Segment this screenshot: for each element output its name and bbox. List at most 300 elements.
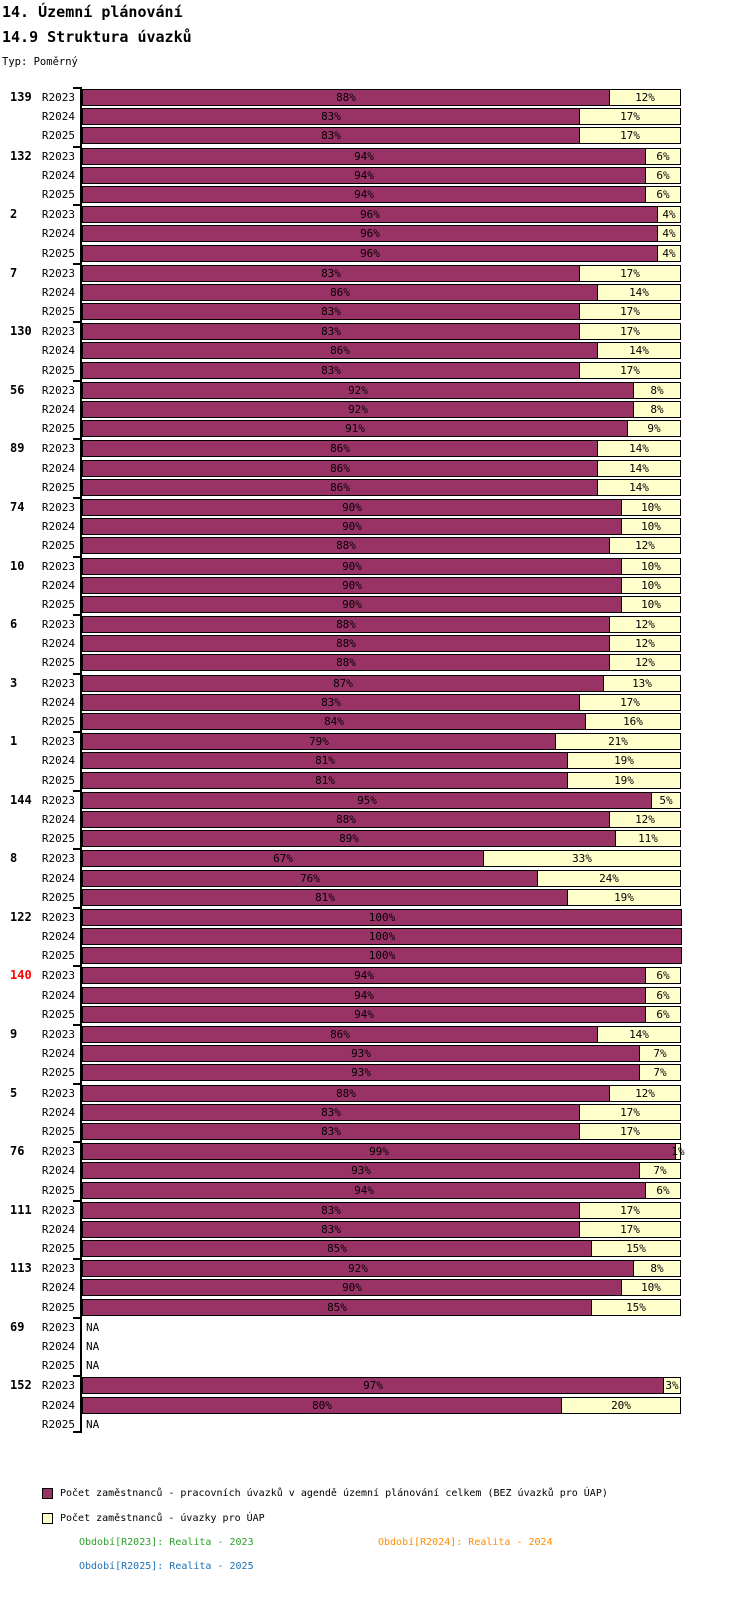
segment-main-value: 96% [360, 246, 380, 260]
segment-main-value: 86% [330, 1028, 350, 1041]
segment-uap [657, 245, 681, 262]
period-label: R2024 [41, 1105, 75, 1119]
period-label: R2023 [41, 1320, 75, 1334]
bar-row [0, 987, 750, 1004]
segment-uap [627, 420, 681, 437]
period-label: R2024 [41, 695, 75, 709]
bar-track [82, 1202, 682, 1219]
bar-track [82, 675, 682, 692]
bar-row [0, 675, 750, 692]
period-label: R2024 [41, 812, 75, 826]
group-label: 140 [10, 968, 32, 983]
period-label: R2023 [41, 793, 75, 807]
segment-uap-value: 10% [641, 559, 661, 573]
period-label: R2023 [41, 1086, 75, 1100]
segment-uap [621, 596, 681, 613]
legend-swatch-uap-icon [42, 1513, 53, 1524]
bar-group [0, 1026, 750, 1081]
segment-uap-value: 4% [662, 246, 676, 260]
bar-group [0, 323, 750, 378]
bar-row [0, 1260, 750, 1277]
bar-group [0, 1085, 750, 1140]
bar-row [0, 1338, 750, 1355]
bar-track [82, 265, 682, 282]
bar-group [0, 89, 750, 144]
bar-track [82, 225, 682, 242]
segment-uap [579, 265, 681, 282]
segment-main-value: 83% [321, 1203, 341, 1217]
bar-row [0, 127, 750, 144]
period-label: R2025 [41, 773, 75, 787]
segment-main-value: 67% [273, 852, 293, 866]
segment-uap-value: 14% [629, 344, 649, 358]
bar-row [0, 1045, 750, 1062]
group-label: 7 [10, 265, 18, 280]
bar-track [82, 1026, 682, 1043]
page-title: 14. Územní plánování [2, 3, 183, 21]
segment-uap-value: 12% [635, 812, 655, 826]
segment-uap-value: 33% [572, 852, 592, 866]
period-label: R2025 [41, 832, 75, 846]
segment-main-value: 90% [342, 578, 362, 592]
segment-main-value: 83% [321, 110, 341, 124]
segment-main [82, 713, 586, 730]
segment-main [82, 1064, 640, 1081]
segment-main-value: 81% [315, 773, 335, 787]
segment-main [82, 206, 658, 223]
segment-main-value: 91% [345, 422, 365, 436]
segment-uap [579, 1202, 681, 1219]
bar-group [0, 967, 750, 1022]
segment-uap [483, 850, 681, 867]
segment-main [82, 1240, 592, 1257]
bar-track [82, 1182, 682, 1199]
bar-row [0, 284, 750, 301]
segment-uap [645, 148, 681, 165]
bar-track [82, 1162, 682, 1179]
bar-track [82, 830, 682, 847]
bar-row [0, 694, 750, 711]
period-label: R2024 [41, 871, 75, 885]
legend-label-uap: Počet zaměstnanců - úvazky pro ÚAP [60, 1512, 265, 1524]
bar-row [0, 811, 750, 828]
period-label: R2023 [41, 910, 75, 924]
segment-main [82, 987, 646, 1004]
segment-main-value: 94% [354, 1183, 374, 1197]
period-label: R2023 [41, 1145, 75, 1159]
bar-row [0, 967, 750, 984]
bar-track [82, 420, 682, 437]
segment-main-value: 83% [321, 1222, 341, 1236]
segment-main [82, 577, 622, 594]
bar-track [82, 401, 682, 418]
bar-group [0, 733, 750, 788]
segment-main-value: 87% [333, 676, 353, 690]
segment-uap-value: 6% [656, 988, 670, 1002]
segment-uap [579, 323, 681, 340]
segment-main [82, 89, 610, 106]
segment-uap-value: 7% [653, 1047, 667, 1061]
legend-item-main [42, 1487, 750, 1500]
segment-main-value: 83% [321, 1105, 341, 1119]
segment-main-value: 100% [368, 949, 396, 963]
na-label: NA [86, 1320, 100, 1334]
na-label: NA [86, 1359, 100, 1373]
segment-main-value: 83% [321, 305, 341, 319]
segment-uap [579, 1123, 681, 1140]
segment-uap [645, 967, 681, 984]
segment-uap-value: 12% [635, 1086, 655, 1100]
bar-row [0, 148, 750, 165]
segment-uap [645, 1006, 681, 1023]
bar-track [82, 108, 682, 125]
bar-track [82, 1240, 682, 1257]
segment-uap-value: 9% [647, 422, 661, 436]
group-label: 139 [10, 90, 32, 104]
group-label: 2 [10, 207, 18, 222]
segment-uap-value: 16% [623, 715, 643, 728]
bar-row [0, 850, 750, 867]
bar-row [0, 537, 750, 554]
segment-uap-value: 14% [629, 461, 649, 475]
segment-main [82, 811, 610, 828]
period-label: R2023 [41, 149, 75, 163]
segment-main [82, 186, 646, 203]
segment-main [82, 752, 568, 769]
period-label: R2023 [41, 1203, 75, 1217]
period-label: R2023 [41, 969, 75, 983]
segment-uap [567, 752, 681, 769]
bar-group [0, 1319, 750, 1374]
segment-main [82, 265, 580, 282]
segment-uap [579, 1104, 681, 1121]
bar-row [0, 1085, 750, 1102]
segment-main [82, 1026, 598, 1043]
segment-uap [579, 362, 681, 379]
segment-main-value: 94% [354, 187, 374, 201]
bar-row [0, 577, 750, 594]
bar-track [82, 733, 682, 750]
bar-row [0, 479, 750, 496]
segment-main [82, 889, 568, 906]
segment-uap [645, 987, 681, 1004]
bar-row [0, 440, 750, 457]
bar-row [0, 1104, 750, 1121]
segment-uap [591, 1240, 681, 1257]
period-label: R2023 [41, 325, 75, 339]
segment-main [82, 342, 598, 359]
segment-uap-value: 6% [656, 1007, 670, 1021]
bar-track [82, 127, 682, 144]
segment-uap [609, 654, 681, 671]
bar-row [0, 1397, 750, 1414]
segment-main-value: 86% [330, 461, 350, 475]
bar-track [82, 1045, 682, 1062]
bar-track [82, 792, 682, 809]
bar-group [0, 1143, 750, 1198]
group-label: 1 [10, 734, 18, 749]
segment-uap-value: 6% [656, 168, 670, 182]
segment-main [82, 1085, 610, 1102]
segment-uap-value: 12% [635, 656, 655, 670]
segment-uap [633, 1260, 681, 1277]
segment-main-value: 93% [351, 1066, 371, 1080]
segment-main [82, 1279, 622, 1296]
period-label: R2023 [41, 383, 75, 397]
bar-row [0, 596, 750, 613]
segment-uap [621, 518, 681, 535]
bar-track [82, 1006, 682, 1023]
chart [0, 89, 750, 1433]
na-label: NA [86, 1340, 100, 1353]
period-r2025: Období[R2025]: Realita - 2025 [79, 1560, 254, 1572]
segment-uap [579, 127, 681, 144]
bar-track [82, 928, 682, 945]
bar-row [0, 245, 750, 262]
segment-uap-value: 17% [620, 325, 640, 339]
segment-uap [621, 1279, 681, 1296]
segment-main [82, 323, 580, 340]
segment-main-value: 90% [342, 597, 362, 611]
segment-uap-value: 12% [635, 91, 655, 104]
period-r2023: Období[R2023]: Realita - 2023 [79, 1536, 254, 1548]
segment-main-value: 80% [312, 1398, 332, 1412]
bar-track [82, 89, 682, 106]
segment-uap [579, 694, 681, 711]
segment-main [82, 284, 598, 301]
segment-main [82, 733, 556, 750]
period-label: R2024 [41, 1222, 75, 1236]
segment-uap [555, 733, 681, 750]
segment-main-value: 92% [348, 383, 368, 397]
bar-track [82, 1299, 682, 1316]
segment-main [82, 362, 580, 379]
segment-uap-value: 10% [641, 520, 661, 534]
segment-uap-value: 17% [620, 363, 640, 377]
period-label: R2023 [41, 618, 75, 632]
period-label: R2024 [41, 578, 75, 592]
segment-uap-value: 6% [656, 1183, 670, 1197]
segment-main-value: 93% [351, 1164, 371, 1178]
segment-main [82, 870, 538, 887]
bar-track [82, 850, 682, 867]
bar-track [82, 460, 682, 477]
bar-track [82, 1397, 682, 1414]
legend-label-main: Počet zaměstnanců - pracovních úvazků v agendě územní plánování celkem (BEZ úvazků pro ÚAP) [60, 1487, 608, 1499]
bar-track [82, 245, 682, 262]
segment-uap-value: 15% [626, 1242, 646, 1256]
bar-row [0, 265, 750, 282]
period-label: R2024 [41, 637, 75, 651]
segment-uap [645, 186, 681, 203]
group-label: 152 [10, 1378, 32, 1393]
segment-uap [567, 889, 681, 906]
group-label: 10 [10, 558, 25, 573]
segment-uap [621, 499, 681, 516]
segment-uap [633, 401, 681, 418]
legend-item-uap [42, 1512, 750, 1525]
bar-track [82, 811, 682, 828]
bar-group [0, 206, 750, 261]
group-label: 5 [10, 1085, 18, 1100]
segment-uap-value: 17% [620, 110, 640, 124]
period-label: R2024 [41, 930, 75, 944]
segment-uap-value: 5% [659, 793, 673, 807]
segment-uap [597, 460, 681, 477]
segment-uap [645, 1182, 681, 1199]
segment-main-value: 86% [330, 285, 350, 299]
bar-track [82, 713, 682, 730]
segment-uap [621, 577, 681, 594]
segment-main-value: 83% [321, 363, 341, 377]
segment-main [82, 909, 682, 926]
segment-uap-value: 4% [662, 208, 676, 222]
bar-group [0, 1202, 750, 1257]
segment-uap-value: 4% [662, 227, 676, 241]
segment-uap [609, 1085, 681, 1102]
segment-main-value: 90% [342, 559, 362, 573]
segment-main-value: 85% [327, 1300, 347, 1314]
legend-swatch-main-icon [42, 1488, 53, 1499]
segment-uap-value: 12% [635, 618, 655, 632]
segment-main-value: 88% [336, 637, 356, 651]
segment-main [82, 1260, 634, 1277]
period-label: R2024 [41, 1047, 75, 1061]
segment-main-value: 95% [357, 793, 377, 807]
segment-uap-value: 24% [599, 871, 619, 885]
bar-row [0, 225, 750, 242]
segment-main [82, 518, 622, 535]
segment-main-value: 96% [360, 227, 380, 241]
bar-row [0, 1240, 750, 1257]
segment-main-value: 85% [327, 1242, 347, 1256]
segment-main [82, 635, 610, 652]
bar-row [0, 947, 750, 964]
bar-track [82, 635, 682, 652]
segment-main [82, 1045, 640, 1062]
period-label: R2024 [41, 344, 75, 358]
period-label: R2023 [41, 1379, 75, 1393]
period-label: R2025 [41, 715, 75, 728]
segment-uap-value: 19% [614, 754, 634, 768]
segment-main-value: 94% [354, 988, 374, 1002]
segment-uap-value: 12% [635, 637, 655, 651]
bar-row [0, 1026, 750, 1043]
segment-main [82, 108, 580, 125]
bar-row [0, 1357, 750, 1374]
legend [42, 1487, 750, 1525]
period-label: R2023 [41, 500, 75, 514]
bar-track [82, 1319, 682, 1336]
bar-row [0, 1299, 750, 1316]
period-label: R2025 [41, 363, 75, 377]
bar-track [82, 616, 682, 633]
bar-track [82, 284, 682, 301]
period-label: R2025 [41, 1007, 75, 1021]
group-label: 122 [10, 909, 32, 924]
segment-uap [561, 1397, 681, 1414]
segment-uap-value: 14% [629, 285, 649, 299]
bar-row [0, 616, 750, 633]
bar-group [0, 382, 750, 437]
segment-main-value: 86% [330, 442, 350, 456]
segment-uap [645, 167, 681, 184]
segment-uap-value: 14% [629, 442, 649, 456]
bar-row [0, 558, 750, 575]
segment-main [82, 401, 634, 418]
segment-uap-value: 6% [656, 149, 670, 163]
segment-uap [657, 225, 681, 242]
segment-uap-value: 14% [629, 1028, 649, 1041]
segment-uap [639, 1064, 681, 1081]
period-label: R2024 [41, 988, 75, 1002]
bar-row [0, 830, 750, 847]
bar-row [0, 654, 750, 671]
segment-uap-value: 15% [626, 1300, 646, 1314]
segment-uap-value: 17% [620, 1124, 640, 1138]
period-label: R2025 [41, 1066, 75, 1080]
segment-uap [663, 1377, 681, 1394]
period-footnotes [79, 1537, 750, 1572]
period-r2024: Období[R2024]: Realita - 2024 [378, 1536, 553, 1548]
group-label: 69 [10, 1319, 25, 1334]
bar-track [82, 362, 682, 379]
segment-main [82, 654, 610, 671]
bar-row [0, 1319, 750, 1336]
bar-track [82, 382, 682, 399]
period-label: R2023 [41, 266, 75, 280]
segment-uap-value: 13% [632, 676, 652, 690]
bar-track [82, 1085, 682, 1102]
segment-uap-value: 1% [671, 1145, 685, 1159]
segment-uap [609, 616, 681, 633]
bar-group [0, 1260, 750, 1315]
bar-row [0, 752, 750, 769]
bar-track [82, 1377, 682, 1394]
period-label: R2025 [41, 1242, 75, 1256]
period-label: R2025 [41, 1417, 75, 1431]
segment-uap-value: 19% [614, 773, 634, 787]
bar-track [82, 1357, 682, 1374]
segment-uap [609, 89, 681, 106]
bar-track [82, 1279, 682, 1296]
segment-uap-value: 10% [641, 500, 661, 514]
bar-track [82, 1416, 682, 1433]
group-label: 9 [10, 1027, 18, 1041]
segment-uap [603, 675, 681, 692]
bar-track [82, 167, 682, 184]
segment-uap [537, 870, 681, 887]
bar-group [0, 792, 750, 847]
group-label: 113 [10, 1261, 32, 1276]
group-label: 76 [10, 1144, 25, 1159]
segment-main-value: 81% [315, 754, 335, 768]
segment-main [82, 1202, 580, 1219]
segment-uap-value: 17% [620, 1222, 640, 1236]
segment-uap [591, 1299, 681, 1316]
segment-uap-value: 3% [665, 1379, 679, 1393]
period-label: R2025 [41, 1359, 75, 1373]
bar-track [82, 303, 682, 320]
bar-row [0, 909, 750, 926]
group-label: 132 [10, 148, 32, 163]
segment-uap [615, 830, 681, 847]
bar-row [0, 928, 750, 945]
segment-uap [597, 284, 681, 301]
bar-row [0, 713, 750, 730]
segment-main-value: 94% [354, 969, 374, 983]
segment-uap [609, 635, 681, 652]
